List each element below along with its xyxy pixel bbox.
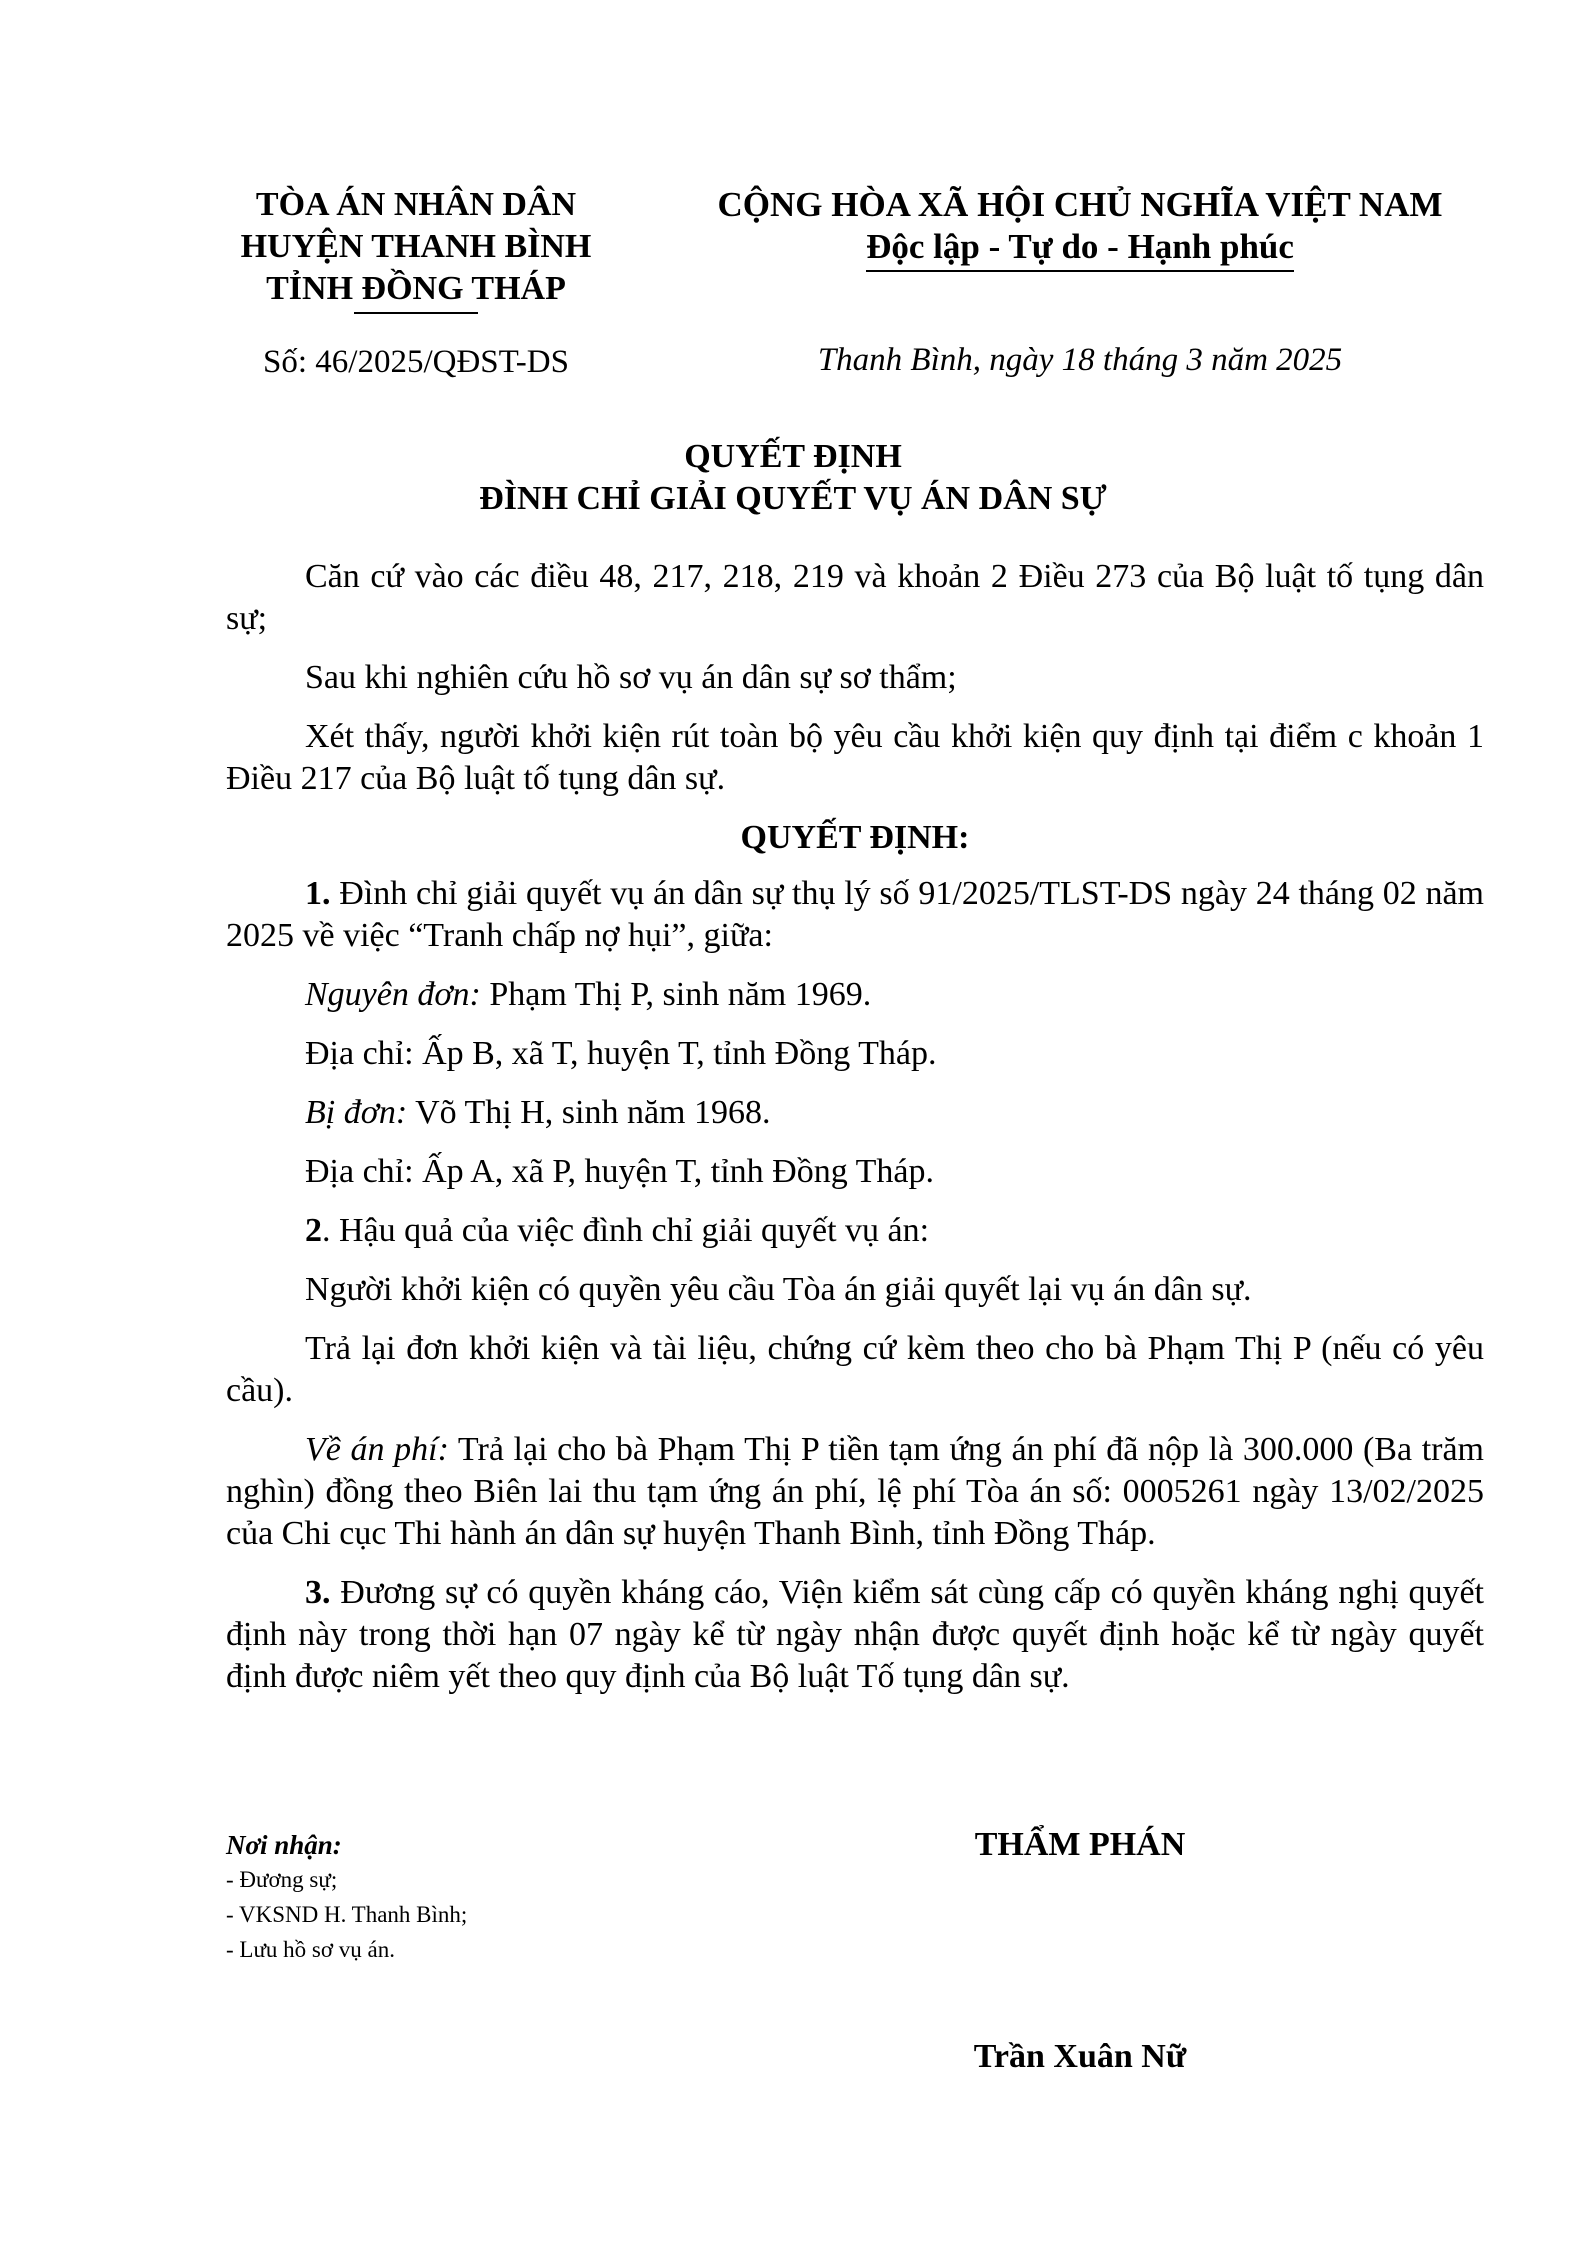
document-number: Số: 46/2025/QĐST-DS xyxy=(263,344,569,380)
defendant-line xyxy=(226,1092,1484,1134)
item-3-number: 3. xyxy=(305,1574,331,1611)
decision-item-2 xyxy=(226,1210,1484,1252)
signer-name: Trần Xuân Nữ xyxy=(973,2038,1187,2075)
plaintiff-line xyxy=(226,974,1484,1016)
court-header-underline xyxy=(354,312,478,314)
document-title xyxy=(0,436,1586,520)
consequence-refile: Người khởi kiện có quyền yêu cầu Tòa án giải quyết lại vụ án dân sự. xyxy=(305,1271,1252,1308)
plaintiff-label: Nguyên đơn: xyxy=(305,976,481,1013)
court-fee-text: Trả lại cho bà Phạm Thị P tiền tạm ứng án phí đã nộp là 300.000 (Ba trăm nghìn) đồng theo Biên lai thu tạm ứng án phí, lệ phí Tòa án số: 0005261 ngày 13/02/2025 của Chi cục Thi hành án dân sự huyện Thanh Bình, tỉnh Đồng Tháp. xyxy=(226,1431,1484,1552)
recipient-item: - Lưu hồ sơ vụ án. xyxy=(226,1937,395,1962)
preamble-finding: Xét thấy, người khởi kiện rút toàn bộ yêu cầu khởi kiện quy định tại điểm c khoản 1 Điều 217 của Bộ luật tố tụng dân sự. xyxy=(226,718,1484,797)
decision-heading: QUYẾT ĐỊNH: xyxy=(740,819,970,856)
decision-item-1 xyxy=(226,873,1484,957)
consequence-return-documents: Trả lại đơn khởi kiện và tài liệu, chứng cứ kèm theo cho bà Phạm Thị P (nếu có yêu cầu). xyxy=(226,1330,1484,1409)
defendant-label: Bị đơn: xyxy=(305,1094,408,1131)
title-line-1: QUYẾT ĐỊNH xyxy=(684,438,902,475)
recipients-heading: Nơi nhận: xyxy=(226,1830,342,1860)
preamble-review: Sau khi nghiên cứu hồ sơ vụ án dân sự sơ thẩm; xyxy=(305,659,957,696)
recipient-item: - VKSND H. Thanh Bình; xyxy=(226,1902,468,1927)
court-province: TỈNH ĐỒNG THÁP xyxy=(266,270,566,307)
preamble-legal-basis: Căn cứ vào các điều 48, 217, 218, 219 và khoản 2 Điều 273 của Bộ luật tố tụng dân sự; xyxy=(226,558,1484,637)
national-motto: Độc lập - Tự do - Hạnh phúc xyxy=(866,226,1294,272)
plaintiff-address: Địa chỉ: Ấp B, xã T, huyện T, tỉnh Đồng Tháp. xyxy=(305,1035,937,1072)
court-fee-paragraph xyxy=(226,1429,1484,1555)
defendant-value: Võ Thị H, sinh năm 1968. xyxy=(407,1094,771,1131)
court-district: HUYỆN THANH BÌNH xyxy=(240,228,592,265)
item-2-number: 2 xyxy=(305,1212,322,1249)
court-fee-label: Về án phí: xyxy=(305,1431,449,1468)
recipients-block xyxy=(226,1828,746,1967)
item-1-number: 1. xyxy=(305,875,331,912)
decision-item-3 xyxy=(226,1572,1484,1698)
national-title: CỘNG HÒA XÃ HỘI CHỦ NGHĨA VIỆT NAM xyxy=(717,185,1443,224)
national-header xyxy=(660,184,1500,272)
title-line-2: ĐÌNH CHỈ GIẢI QUYẾT VỤ ÁN DÂN SỰ xyxy=(479,480,1107,517)
defendant-address: Địa chỉ: Ấp A, xã P, huyện T, tỉnh Đồng Tháp. xyxy=(305,1153,934,1190)
item-1-text: Đình chỉ giải quyết vụ án dân sự thụ lý số 91/2025/TLST-DS ngày 24 tháng 02 năm 2025 về việc “Tranh chấp nợ hụi”, giữa: xyxy=(226,875,1484,954)
plaintiff-value: Phạm Thị P, sinh năm 1969. xyxy=(480,976,872,1013)
signature-title: THẨM PHÁN xyxy=(974,1826,1186,1863)
recipient-item: - Đương sự; xyxy=(226,1867,338,1892)
item-2-text: . Hậu quả của việc đình chỉ giải quyết vụ án: xyxy=(322,1212,930,1249)
place-date: Thanh Bình, ngày 18 tháng 3 năm 2025 xyxy=(817,342,1343,378)
document-body xyxy=(226,556,1484,1698)
item-3-text: Đương sự có quyền kháng cáo, Viện kiểm sát cùng cấp có quyền kháng nghị quyết định này trong thời hạn 07 ngày kể từ ngày nhận được quyết định hoặc kể từ ngày quyết định được niêm yết theo quy định của Bộ luật Tố tụng dân sự. xyxy=(226,1574,1484,1695)
court-header xyxy=(180,184,652,314)
court-name: TÒA ÁN NHÂN DÂN xyxy=(255,186,577,223)
